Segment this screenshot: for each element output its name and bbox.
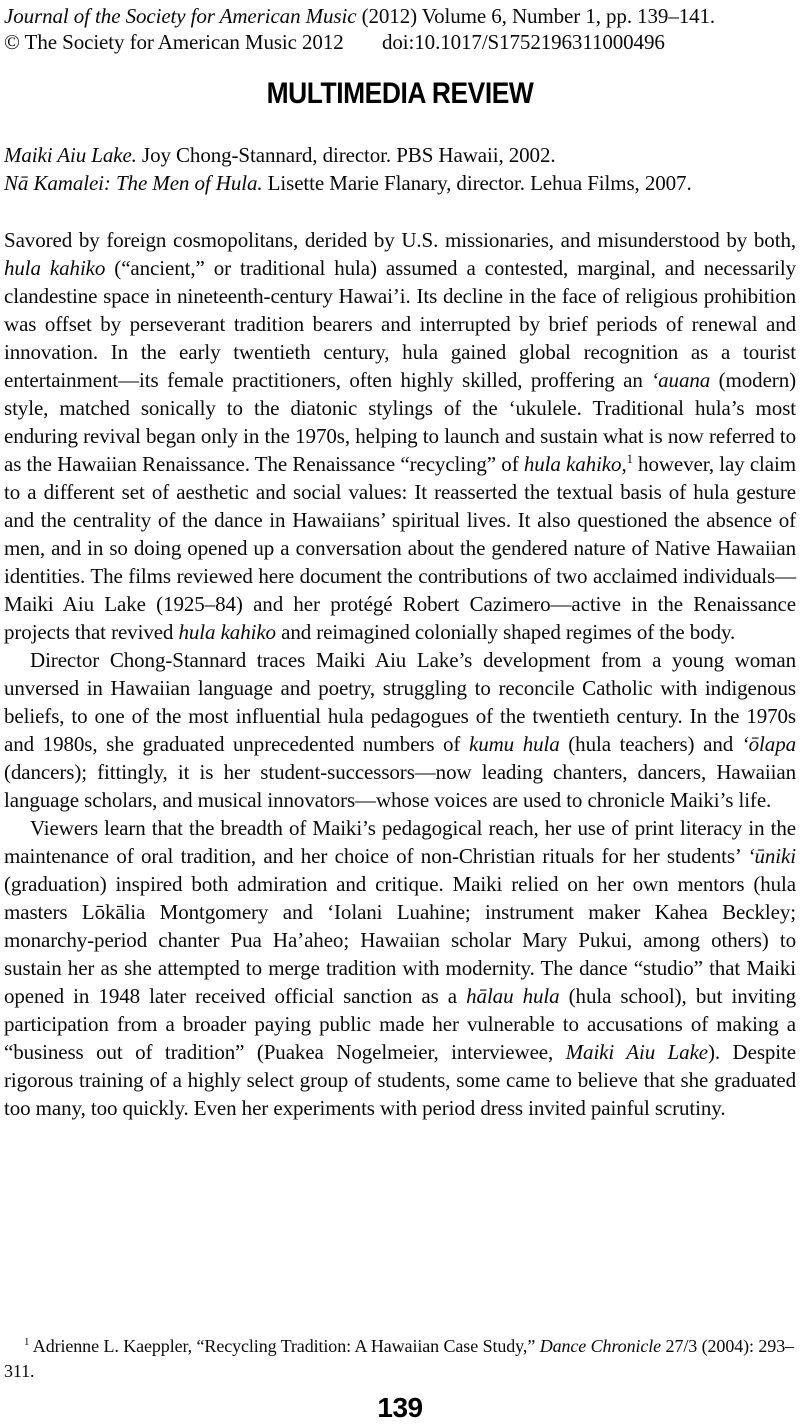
journal-header (4, 3, 796, 55)
work-details: Lisette Marie Flanary, director. Lehua Films, 2007. (262, 171, 692, 195)
issue-info: (2012) Volume 6, Number 1, pp. 139–141. (356, 4, 716, 28)
review-body (4, 226, 796, 1122)
footnote-text: $^1$ Adrienne L. Kaeppler, “Recycling Tradition: A Hawaiian Case Study,” Dance Chronicle 27/3 (2004): 293–311. (4, 1336, 794, 1381)
reviewed-work-1 (4, 141, 796, 169)
work-title: Nā Kamalei: The Men of Hula. (4, 171, 263, 195)
paragraph-1: Savored by foreign cosmopolitans, derided by U.S. missionaries, and misunderstood by both, hula kahiko (“ancient,” or traditional hula) assumed a contested, marginal, and necessarily clandestine space in nineteenth-century Hawai’i. Its decline in the face of religious prohibition was offset by perseverant tradition bearers and interrupted by brief periods of renewal and innovation. In the early twentieth century, hula gained global recognition as a tourist entertainment—its female practitioners, often highly skilled, proffering an ‘auana (modern) style, matched sonically to the diatonic stylings of the ‘ukulele. Traditional hula’s most enduring revival began only in the 1970s, helping to launch and sustain what is now referred to as the Hawaiian Renaissance. The Renaissance “recycling” of hula kahiko,$^1$ however, lay claim to a different set of aesthetic and social values: It reasserted the textual basis of hula gesture and the centrality of the dance in Hawaiians’ spiritual lives. It also questioned the absence of men, and in so doing opened up a conversation about the gendered nature of Native Hawaiian identities. The films reviewed here document the contributions of two acclaimed individuals—Maiki Aiu Lake (1925–84) and her protégé Robert Cazimero—active in the Renaissance projects that revived hula kahiko and reimagined colonially shaped regimes of the body. (4, 228, 797, 644)
journal-name: Journal of the Society for American Music (4, 4, 357, 28)
page-number: 139 (377, 1392, 423, 1423)
work-title: Maiki Aiu Lake. (4, 143, 137, 167)
copyright-text: © The Society for American Music 2012 (4, 30, 344, 54)
doi-text: doi:10.1017/S1752196311000496 (382, 30, 665, 54)
reviewed-work-2 (4, 169, 796, 197)
section-title: MULTIMEDIA REVIEW (266, 77, 534, 110)
footnote (4, 1334, 794, 1384)
journal-citation-line (4, 3, 796, 29)
paragraph-3: Viewers learn that the breadth of Maiki’s pedagogical reach, her use of print literacy in the maintenance of oral tradition, and her choice of non-Christian rituals for her students’ ‘ūniki (graduation) inspired both admiration and critique. Maiki relied on her own mentors (hula masters Lōkālia Montgomery and ‘Iolani Luahine; instrument maker Kahea Beckley; monarchy-period chanter Pua Ha’aheo; Hawaiian scholar Mary Pukui, among others) to sustain her as she attempted to merge tradition with modernity. The dance “studio” that Maiki opened in 1948 later received official sanction as a hālau hula (hula school), but inviting participation from a broader paying public made her vulnerable to accusations of making a “business out of tradition” (Puakea Nogelmeier, interviewee, Maiki Aiu Lake). Despite rigorous training of a highly select group of students, some came to believe that she graduated too many, too quickly. Even her experiments with period dress invited painful scrutiny. (4, 816, 797, 1120)
reviewed-works-list (4, 141, 796, 197)
work-details: Joy Chong-Stannard, director. PBS Hawaii, 2002. (136, 143, 556, 167)
paragraph-2: Director Chong-Stannard traces Maiki Aiu Lake’s development from a young woman unversed in Hawaiian language and poetry, struggling to reconcile Catholic with indigenous beliefs, to one of the most influential hula pedagogues of the twentieth century. In the 1970s and 1980s, she graduated unprecedented numbers of kumu hula (hula teachers) and ‘ōlapa (dancers); fittingly, it is her student-successors—now leading chanters, dancers, Hawaiian language scholars, and musical innovators—whose voices are used to chronicle Maiki’s life. (4, 648, 796, 812)
copyright-line (4, 29, 796, 55)
